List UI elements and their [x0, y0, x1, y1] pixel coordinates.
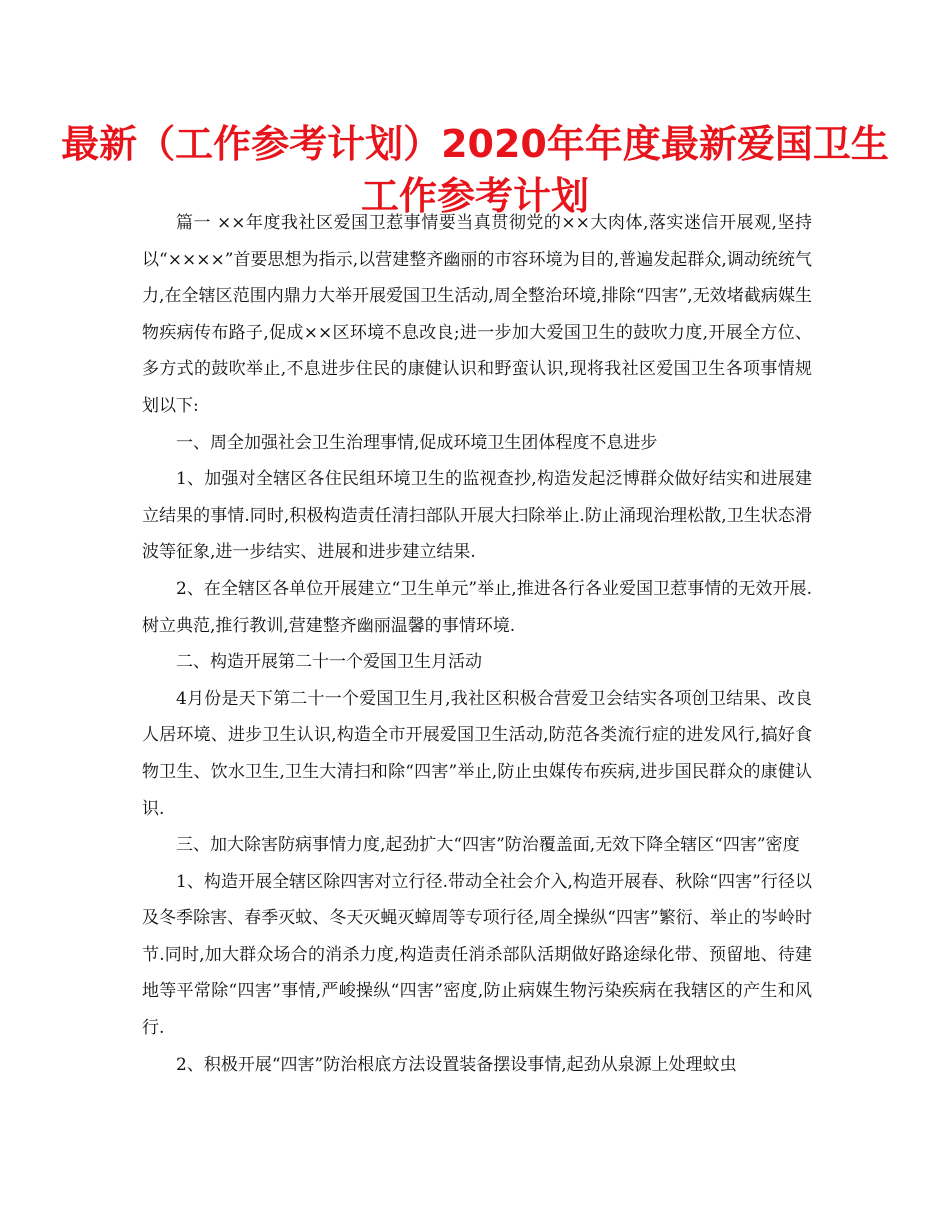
paragraph-2: 4月份是天下第二十一个爱国卫生月,我社区积极合营爱卫会结实各项创卫结果、改良人居环境、进步卫生认识,构造全市开展爱国卫生活动,防范各类流行症的进发风行,搞好食物卫生、饮水卫生,卫生大清扫和除“四害”举止,防止虫媒传布疾病,进步国民群众的康健认识.	[142, 688, 812, 819]
paragraph-1-2: 2、在全辖区各单位开展建立“卫生单元”举止,推进各行各业爱国卫惹事情的无效开展.树立典范,推行教训,营建整齐幽丽温馨的事情环境.	[142, 578, 812, 636]
paragraph-3-2: 2、积极开展“四害”防治根底方法设置装备摆设事情,起劲从泉源上处理蚊虫	[176, 1054, 737, 1075]
paragraph-3-1: 1、构造开展全辖区除四害对立行径.带动全社会介入,构造开展春、秋除“四害”行径以及冬季除害、春季灭蚊、冬天灭蝇灭蟑周等专项行径,周全操纵“四害”繁衍、举止的岑岭时节.同时,加大群众场合的消杀力度,构造责任消杀部队活期做好路途绿化带、预留地、待建地等平常除“四害”事情,严峻操纵“四害”密度,防止病媒生物污染疾病在我辖区的产生和风行.	[142, 871, 812, 1039]
document-body	[142, 205, 812, 1083]
section-heading-1: 一、周全加强社会卫生治理事情,促成环境卫生团体程度不息进步	[176, 432, 658, 453]
paragraph-1-1: 1、加强对全辖区各住民组环境卫生的监视查抄,构造发起泛博群众做好结实和进展建立结果的事情.同时,积极构造责任清扫部队开展大扫除举止.防止涌现治理松散,卫生状态滑波等征象,进一步结实、进展和进步建立结果.	[142, 469, 812, 563]
section-heading-3: 三、加大除害防病事情力度,起劲扩大“四害”防治覆盖面,无效下降全辖区“四害”密度	[176, 835, 800, 856]
section-heading-2: 二、构造开展第二十一个爱国卫生月活动	[176, 652, 482, 673]
paragraph-intro: 篇一 ××年度我社区爱国卫惹事情要当真贯彻党的××大肉体,落实迷信开展观,坚持以“××××”首要思想为指示,以营建整齐幽丽的市容环境为目的,普遍发起群众,调动统统气力,在全辖区范围内鼎力大举开展爱国卫生活动,周全整治环境,排除“四害”,无效堵截病媒生物疾病传布路子,促成××区环境不息改良;进一步加大爱国卫生的鼓吹力度,开展全方位、多方式的鼓吹举止,不息进步住民的康健认识和野蛮认识,现将我社区爱国卫生各项事情规划以下:	[142, 213, 812, 416]
document-title: 最新（工作参考计划）2020年年度最新爱国卫生工作参考计划	[61, 122, 889, 218]
